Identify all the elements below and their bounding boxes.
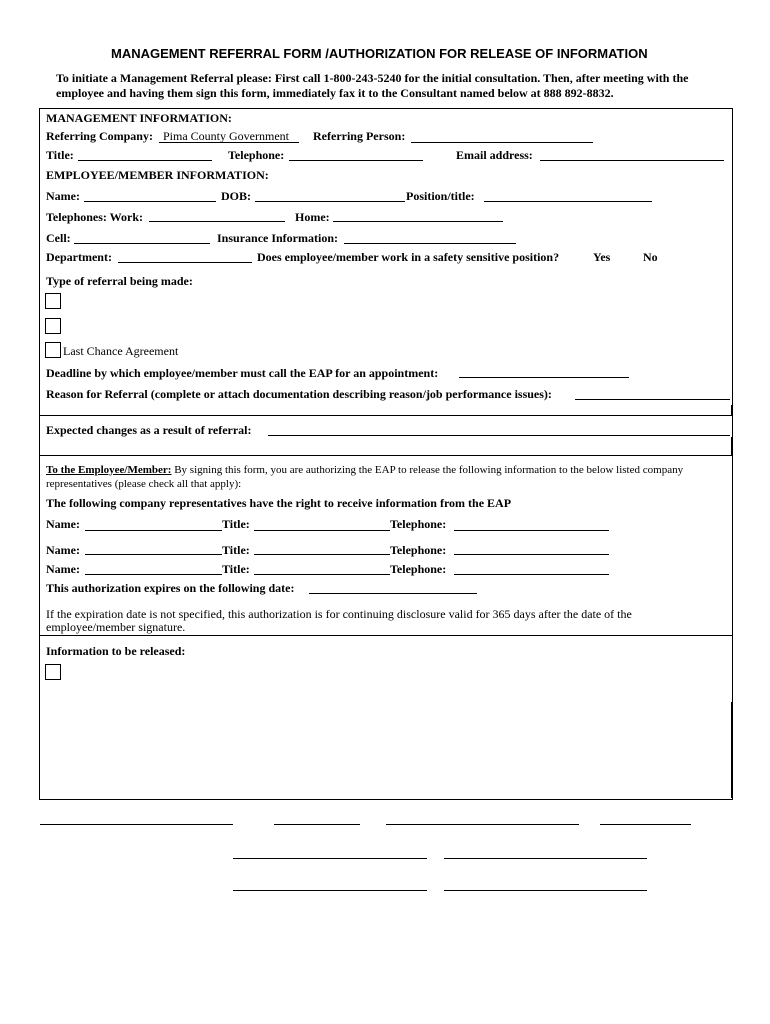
rep2-title-field[interactable] [254,554,390,555]
referring-company-value: Pima County Government [163,129,289,143]
expiration-note-line-2: employee/member signature. [46,620,186,634]
signature-line-4[interactable] [444,858,647,859]
authorization-text-line-1: To the Employee/Member: By signing this form, you are authorizing the EAP to release the following information to the below listed company [46,464,684,476]
emp-position-field[interactable] [484,201,652,202]
rep3-title-field[interactable] [254,574,390,575]
referring-person-field[interactable] [411,142,593,143]
expected-line-2[interactable] [40,455,732,456]
deadline-label: Deadline by which employee/member must call the EAP for an appointment: [46,366,439,380]
mgmt-telephone-label: Telephone: [228,148,285,162]
to-employee-label: To the Employee/Member: [46,464,172,476]
rep1-name-label: Name: [46,517,80,531]
signature-line-5[interactable] [233,890,427,891]
last-chance-checkbox[interactable] [45,342,61,358]
form-frame [39,108,733,800]
emp-name-label: Name: [46,189,80,203]
reason-field[interactable] [575,399,730,400]
signature-line-3[interactable] [233,858,427,859]
reason-line-2[interactable] [40,415,732,416]
intro-line-1: To initiate a Management Referral please: First call 1-800-243-5240 for the initial consultation. Then, after meeting with the [56,71,689,85]
rep3-telephone-field[interactable] [454,574,609,575]
rep2-title-label: Title: [222,543,250,557]
mgmt-telephone-field[interactable] [289,160,423,161]
form-title: MANAGEMENT REFERRAL FORM /AUTHORIZATION FOR RELEASE OF INFORMATION [111,46,648,61]
emp-tel-work-field[interactable] [149,221,285,222]
rep3-telephone-label: Telephone: [390,562,447,576]
referral-type-label: Type of referral being made: [46,274,193,288]
signature-line-1[interactable] [40,824,233,825]
emp-department-label: Department: [46,250,112,264]
safety-no-option[interactable]: No [643,250,658,264]
management-heading: MANAGEMENT INFORMATION: [46,111,232,125]
intro-line-2: employee and having them sign this form, immediately fax it to the Consultant named below at 888 892-8832. [56,86,614,100]
rep1-title-label: Title: [222,517,250,531]
referral-type-checkbox-2[interactable] [45,318,61,334]
expected-right-tick [731,437,732,455]
referring-person-label: Referring Person: [313,129,406,143]
emp-dob-field[interactable] [255,201,405,202]
signature-line-6[interactable] [444,890,647,891]
emp-department-field[interactable] [118,262,252,263]
mgmt-email-field[interactable] [540,160,724,161]
emp-cell-label: Cell: [46,231,71,245]
emp-home-label: Home: [295,210,330,224]
reason-right-tick [731,405,732,415]
info-right-tick [731,702,732,798]
deadline-field[interactable] [459,377,629,378]
signature-date-line-1[interactable] [274,824,360,825]
last-chance-label: Last Chance Agreement [63,344,179,358]
info-released-label: Information to be released: [46,644,186,658]
expiration-note-line-1: If the expiration date is not specified, this authorization is for continuing disclosure valid for 365 days after the date of the [46,607,632,621]
safety-question: Does employee/member work in a safety sensitive position? [257,250,560,264]
rep2-telephone-label: Telephone: [390,543,447,557]
emp-insurance-label: Insurance Information: [217,231,339,245]
emp-cell-field[interactable] [74,243,210,244]
emp-dob-label: DOB: [221,189,252,203]
reps-heading: The following company representatives have the right to receive information from the EAP [46,496,512,510]
rep1-title-field[interactable] [254,530,390,531]
emp-home-field[interactable] [333,221,503,222]
rep3-name-label: Name: [46,562,80,576]
signature-line-2[interactable] [386,824,579,825]
info-released-checkbox[interactable] [45,664,61,680]
employee-heading: EMPLOYEE/MEMBER INFORMATION: [46,168,269,182]
reason-label: Reason for Referral (complete or attach documentation describing reason/job performance issues): [46,387,552,401]
section-divider [40,635,732,636]
authorization-text-line-2: representatives (please check all that apply): [46,478,242,490]
emp-insurance-field[interactable] [344,243,516,244]
expected-field[interactable] [268,435,730,436]
mgmt-email-label: Email address: [456,148,533,162]
expires-label: This authorization expires on the following date: [46,581,295,595]
rep2-telephone-field[interactable] [454,554,609,555]
rep1-name-field[interactable] [85,530,222,531]
rep2-name-label: Name: [46,543,80,557]
referring-company-label: Referring Company: [46,129,153,143]
referral-type-checkbox-1[interactable] [45,293,61,309]
mgmt-title-label: Title: [46,148,74,162]
mgmt-title-field[interactable] [78,160,212,161]
emp-tel-work-label: Telephones: Work: [46,210,144,224]
emp-position-label: Position/title: [406,189,475,203]
referring-company-field[interactable] [159,142,299,143]
rep1-telephone-label: Telephone: [390,517,447,531]
expires-field[interactable] [309,593,477,594]
safety-yes-option[interactable]: Yes [593,250,611,264]
rep1-telephone-field[interactable] [454,530,609,531]
emp-name-field[interactable] [84,201,216,202]
rep3-title-label: Title: [222,562,250,576]
rep2-name-field[interactable] [85,554,222,555]
expected-label: Expected changes as a result of referral: [46,423,252,437]
rep3-name-field[interactable] [85,574,222,575]
signature-date-line-2[interactable] [600,824,691,825]
